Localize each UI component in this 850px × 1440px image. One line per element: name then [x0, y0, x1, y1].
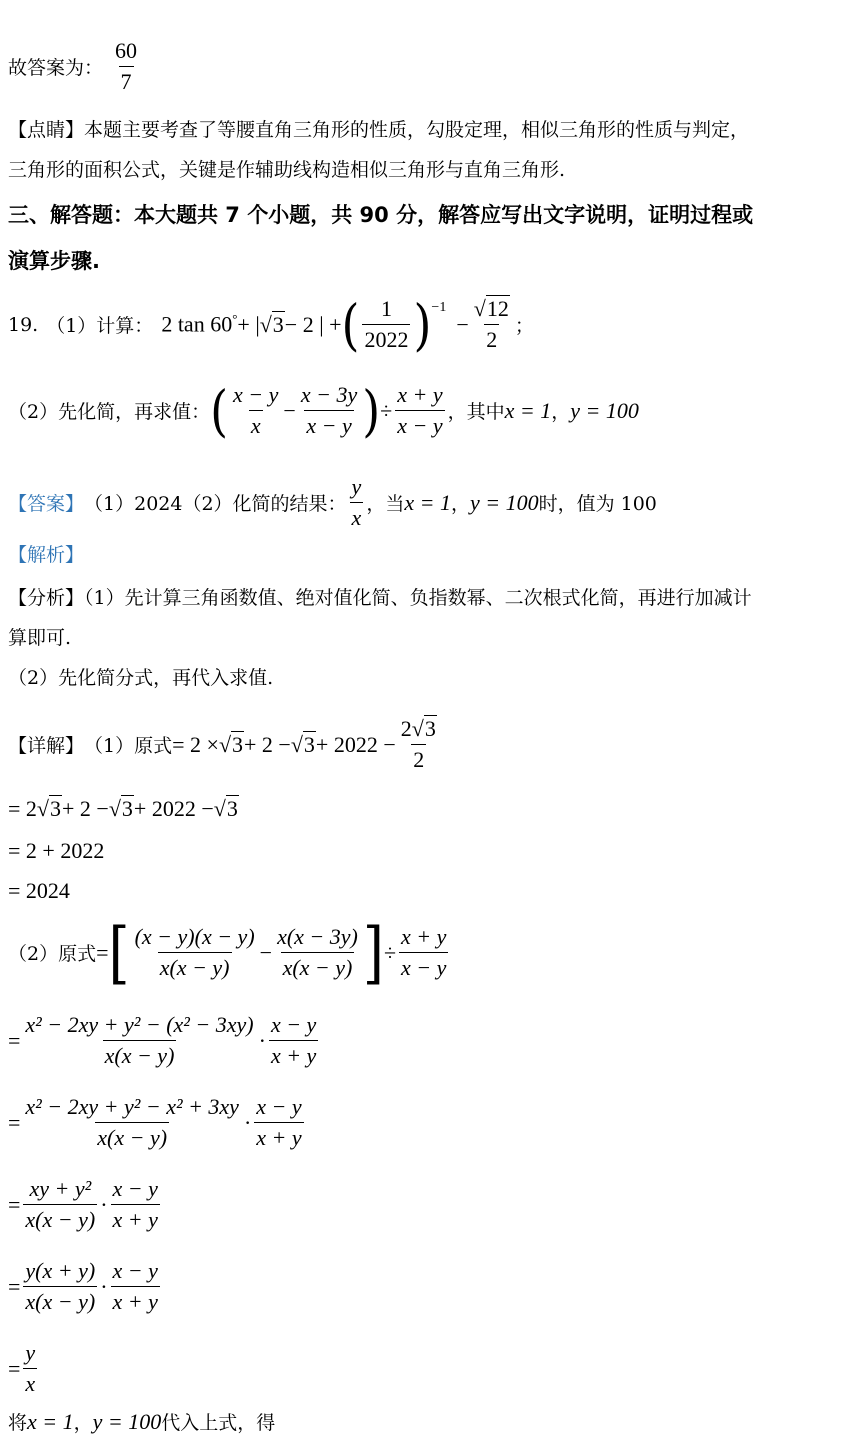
- comment-line-1: 本题主要考查了等腰直角三角形的性质，勾股定理，相似三角形的性质与判定，: [84, 119, 750, 141]
- fraction: $\frac{x - y}{x + y}$: [270, 1012, 317, 1068]
- sqrt-3: √3: [259, 311, 284, 337]
- comment-block: [8, 110, 842, 190]
- fraction-2sqrt3-over-2: $\frac{2√3}{2}$: [400, 716, 436, 772]
- right-paren: ): [362, 378, 381, 443]
- expr-part: = 2: [8, 796, 37, 821]
- condition-x: x = 1: [504, 397, 552, 423]
- substitute-tail: 代入上式，得: [161, 1412, 276, 1434]
- detail-part-1-label: （1）原式: [84, 735, 173, 757]
- fraction-c: $\frac{x + y}{x - y}$: [397, 382, 443, 438]
- left-bracket: [: [108, 912, 130, 992]
- detail-part-1-line-3: = 2 + 2022: [8, 838, 105, 863]
- detail-tag: 【详解】: [8, 735, 85, 757]
- fenxi-line-1: （1）先计算三角函数值、绝对值化简、负指数幂、二次根式化简，再进行加减计: [84, 587, 752, 609]
- sqrt-3: √3: [290, 731, 315, 757]
- dot-operator: ·: [100, 1273, 108, 1299]
- fraction-denominator: 7: [119, 66, 134, 95]
- detail-step-6: [8, 1340, 842, 1397]
- fenxi-line-2: 算即可.: [8, 627, 72, 649]
- sqrt-3: √3: [218, 731, 244, 757]
- comment-tag: 【点睛】: [8, 119, 85, 141]
- sqrt-3: √3: [36, 796, 61, 821]
- part-2-label: （2）先化简，再求值：: [8, 401, 211, 423]
- previous-answer-prefix: 故答案为：: [8, 57, 104, 79]
- detail-step-3: [8, 1094, 842, 1151]
- fenxi-line-3: （2）先化简分式，再代入求值.: [8, 667, 274, 689]
- condition-y: y = 100: [570, 397, 639, 423]
- detail-part-2-label: （2）原式: [8, 943, 97, 965]
- question-19-part-1: [8, 292, 842, 357]
- fraction: $\frac{x - y}{x + y}$: [112, 1176, 158, 1232]
- equals-sign: =: [8, 1191, 21, 1217]
- fraction: $\frac{x + y}{x - y}$: [401, 924, 447, 980]
- expr-part: + 2 −: [62, 796, 109, 821]
- fraction-y-over-x: $\frac{y}{x}$: [25, 1340, 36, 1396]
- answer-line: [8, 474, 842, 531]
- detail-step-5: [8, 1258, 842, 1315]
- fraction-numerator: 60: [115, 38, 138, 63]
- analysis-tag: 【解析】: [8, 544, 85, 566]
- detail-step-4: [8, 1176, 842, 1233]
- dot-operator: ·: [100, 1191, 108, 1217]
- expr-tan: 2 tan 60°: [161, 311, 238, 337]
- detail-part-2-line-1: [8, 912, 842, 992]
- expr-part: = 2 ×: [172, 731, 219, 757]
- detail-part-1-line-2: [8, 796, 842, 822]
- sqrt-3: √3: [108, 796, 133, 821]
- previous-answer-fraction: [113, 38, 139, 95]
- previous-answer: [8, 38, 842, 95]
- right-paren: ): [413, 292, 432, 357]
- fraction: $\frac{x - y}{x + y}$: [256, 1094, 302, 1150]
- separator: ，: [450, 493, 470, 515]
- answer-y: y = 100: [469, 489, 539, 515]
- section-heading: [8, 192, 842, 284]
- section-heading-line-1: 三、解答题：本大题共 7 个小题，共 90 分，解答应写出文字说明，证明过程或: [8, 203, 754, 227]
- divide-sign: ÷: [383, 939, 397, 965]
- separator: ，: [73, 1412, 93, 1434]
- equals-sign: =: [96, 939, 109, 965]
- answer-fraction: $\frac{y}{x}$: [351, 474, 362, 530]
- equals-sign: =: [8, 1027, 21, 1053]
- fenxi-tag: 【分析】: [8, 587, 85, 609]
- fraction: $\frac{y(x + y)}{x(x - y)}$: [25, 1258, 96, 1314]
- equals-sign: =: [8, 1355, 21, 1381]
- dot-operator: ·: [243, 1109, 252, 1135]
- exponent: −1: [431, 300, 447, 315]
- comment-line-2: 三角形的面积公式，关键是作辅助线构造相似三角形与直角三角形.: [8, 159, 566, 181]
- condition-text: ，其中: [447, 401, 505, 423]
- expr-part: + 2022 −: [315, 731, 396, 757]
- fraction: $\frac{x - y}{x + y}$: [112, 1258, 158, 1314]
- fraction-sqrt12-over-2: $\frac{√12}{2}$: [473, 296, 509, 352]
- detail-step-2: [8, 1012, 842, 1069]
- right-bracket: ]: [362, 912, 384, 992]
- fraction: $\frac{\text{x² − 2xy + y² − (x² − 3xy)}}{x(x - y)}$: [25, 1012, 254, 1068]
- question-number: 19.: [8, 313, 39, 336]
- detail-part-1-line-4: = 2024: [8, 878, 70, 903]
- answer-text: （1）2024（2）化简的结果：: [84, 493, 347, 515]
- answer-when: ，当: [366, 493, 405, 515]
- minus-sign: −: [283, 397, 296, 423]
- detail-part-1-line-1: [8, 716, 842, 773]
- fraction: $\frac{(x - y)(x - y)}{x(x - y)}$: [134, 924, 255, 980]
- separator: ，: [551, 401, 571, 423]
- dot-operator: ·: [258, 1027, 266, 1053]
- question-19-part-2: [8, 378, 842, 443]
- sqrt-3: √3: [213, 796, 238, 821]
- substitute-y: y = 100: [92, 1408, 162, 1434]
- fraction-1-over-2022: $\frac{1}{2022}$: [364, 296, 409, 352]
- answer-tag: 【答案】: [8, 493, 85, 515]
- divide-sign: ÷: [380, 397, 393, 423]
- substitute-x: x = 1: [27, 1408, 74, 1434]
- expr-abs-open: + |: [237, 311, 260, 337]
- minus-sign: −: [259, 939, 273, 965]
- left-paren: (: [341, 292, 360, 357]
- fraction: $\frac{x(x - 3y)}{x(x - y)}$: [277, 924, 358, 980]
- semicolon: ；: [514, 315, 534, 337]
- equals-sign: =: [8, 1109, 21, 1135]
- left-paren: (: [210, 378, 229, 443]
- answer-x: x = 1: [404, 489, 451, 515]
- part-1-label: （1）计算：: [46, 315, 154, 337]
- fraction-a: $\frac{x - y}{x}$: [233, 382, 279, 438]
- section-heading-line-2: 演算步骤.: [8, 249, 100, 273]
- fenxi-block: [8, 578, 842, 698]
- detail-substitute: [8, 1408, 842, 1435]
- answer-value: 时，值为 100: [538, 493, 657, 515]
- expr-part: + 2 −: [244, 731, 291, 757]
- substitute-text: 将: [8, 1412, 28, 1434]
- expr-part: + 2022 −: [133, 796, 214, 821]
- fraction-b: $\frac{x - 3y}{x - y}$: [300, 382, 358, 438]
- fraction: $\frac{\text{xy + y²}}{x(x - y)}$: [25, 1176, 96, 1232]
- minus-sign: −: [456, 311, 469, 337]
- equals-sign: =: [8, 1273, 21, 1299]
- expr-abs-close: − 2 | +: [284, 311, 342, 337]
- fraction: $\frac{\text{x² − 2xy + y² − x² + 3xy}}{x(x - y)}$: [25, 1094, 239, 1150]
